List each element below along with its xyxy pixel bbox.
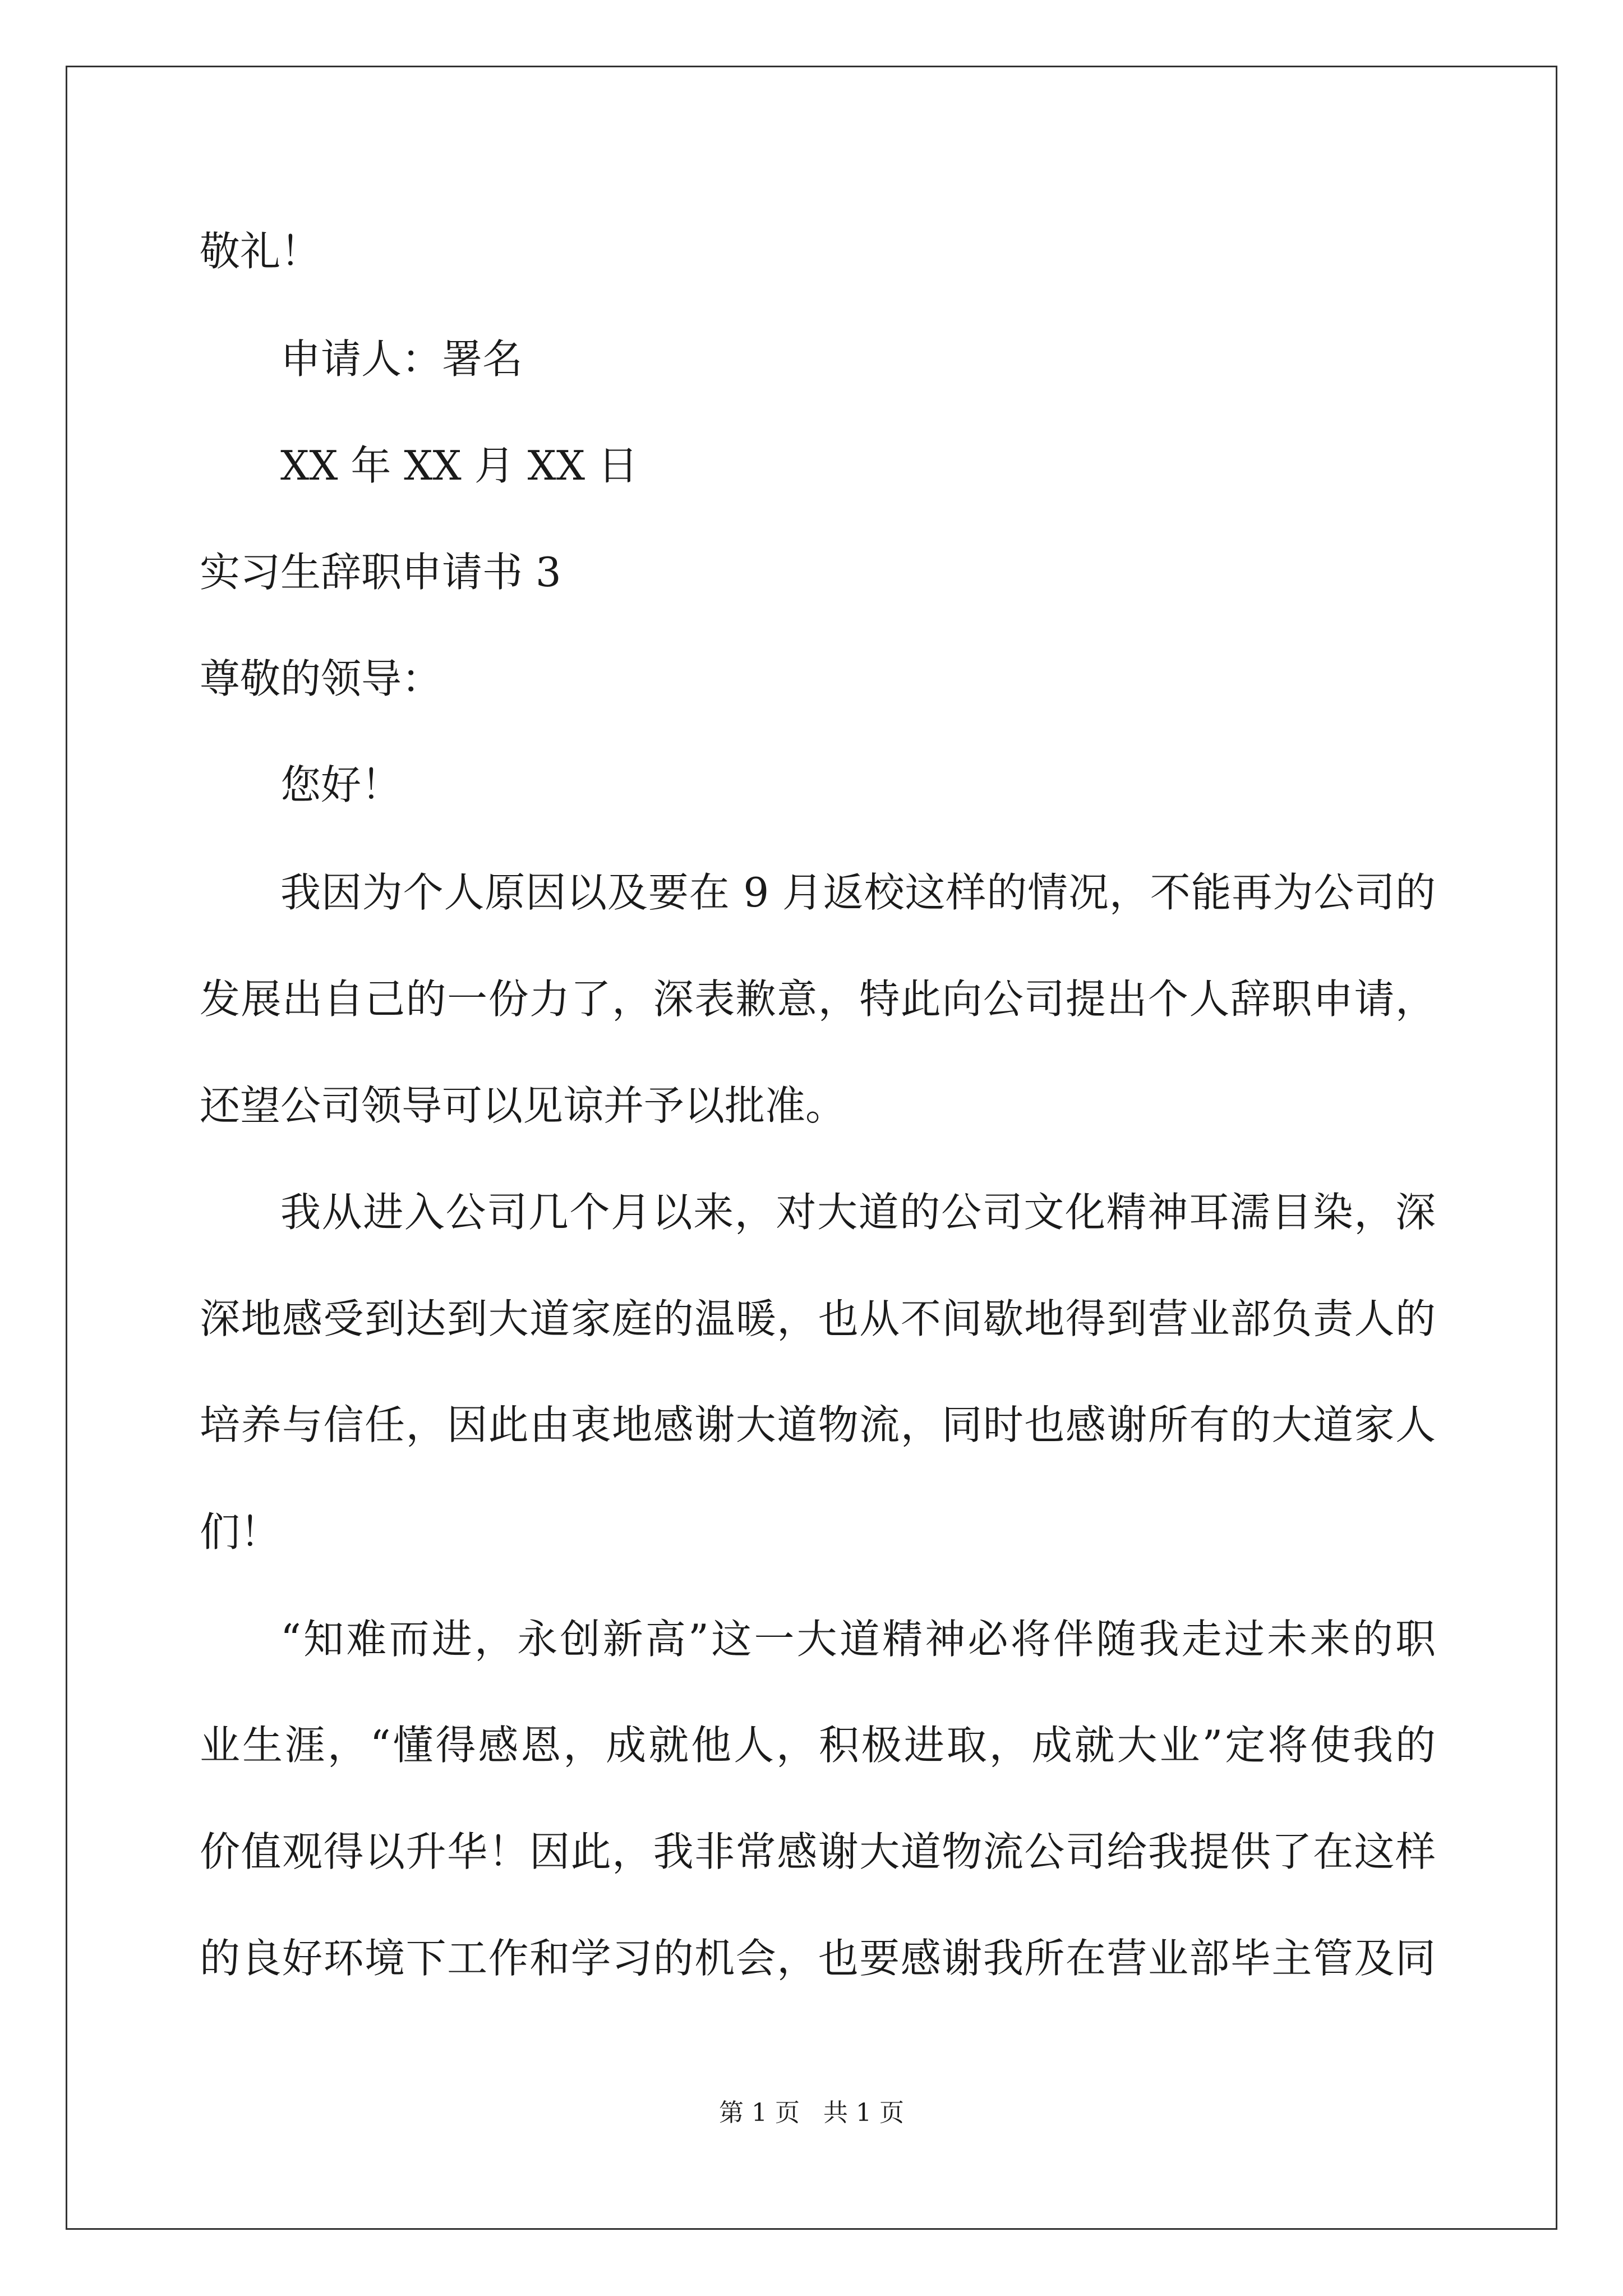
page-border xyxy=(66,66,1557,2230)
applicant-signature: 申请人：署名 xyxy=(280,335,523,383)
closing-salutation: 敬礼！ xyxy=(200,228,321,275)
paragraph-line: 价值观得以升华！因此，我非常感谢大道物流公司给我提供了在这样 xyxy=(200,1828,1436,1875)
page-footer: 第 1 页 共 1 页 xyxy=(719,2099,904,2127)
paragraph-line: 业生涯，“懂得感恩，成就他人，积极进取，成就大业”定将使我的 xyxy=(200,1722,1436,1769)
hello-line: 您好！ xyxy=(280,761,402,808)
paragraph-line: 发展出自己的一份力了，深表歉意，特此向公司提出个人辞职申请， xyxy=(200,976,1436,1023)
paragraph-line: “知难而进，永创新高”这一大道精神必将伴随我走过未来的职 xyxy=(280,1616,1436,1663)
paragraph-line: 培养与信任，因此由衷地感谢大道物流，同时也感谢所有的大道家人 xyxy=(200,1401,1436,1448)
paragraph-line: 的良好环境下工作和学习的机会，也要感谢我所在营业部毕主管及同 xyxy=(200,1935,1436,1982)
paragraph-line: 我从进入公司几个月以来，对大道的公司文化精神耳濡目染，深 xyxy=(280,1189,1436,1236)
greeting: 尊敬的领导： xyxy=(200,655,442,702)
date-line: XX 年 XX 月 XX 日 xyxy=(280,442,638,489)
paragraph-line: 深地感受到达到大道家庭的温暖，也从不间歇地得到营业部负责人的 xyxy=(200,1295,1436,1342)
paragraph-line: 还望公司领导可以见谅并予以批准。 xyxy=(200,1082,846,1129)
paragraph-line: 们！ xyxy=(200,1508,281,1556)
paragraph-line: 我因为个人原因以及要在 9 月返校这样的情况，不能再为公司的 xyxy=(280,869,1436,916)
section-heading: 实习生辞职申请书 3 xyxy=(200,549,561,596)
